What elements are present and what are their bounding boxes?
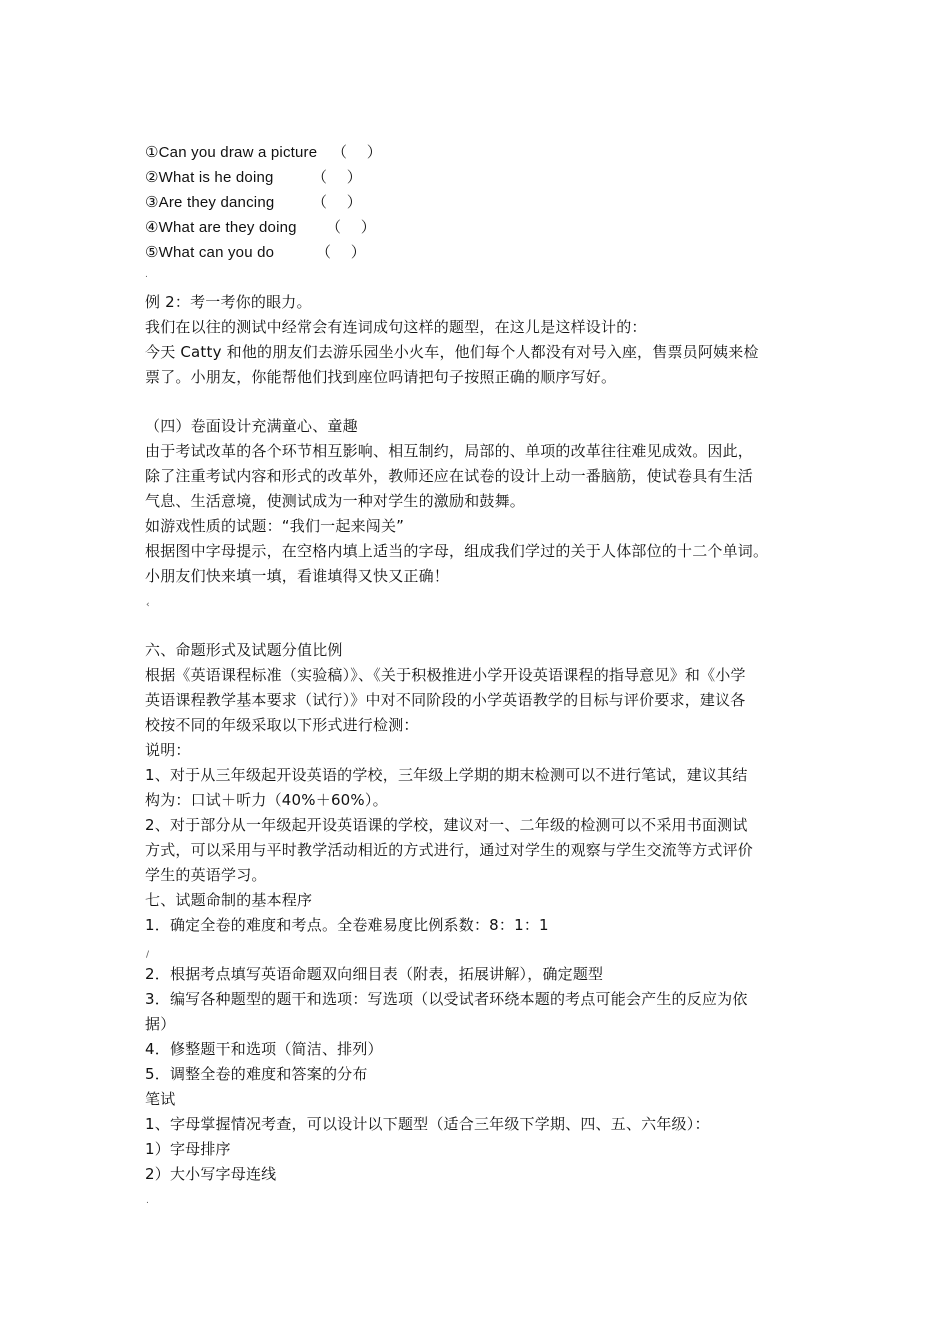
paragraph-line: 方式，可以采用与平时教学活动相近的方式进行，通过对学生的观察与学生交流等方式评价 [145, 841, 754, 859]
question-text: ②What is he doing [145, 169, 274, 186]
paragraph-line: 1、对于从三年级起开设英语的学校，三年级上学期的期末检测可以不进行笔试，建议其结 [145, 766, 748, 784]
question-item [145, 218, 376, 238]
paragraph-line: 我们在以往的测试中经常会有连词成句这样的题型，在这儿是这样设计的： [145, 318, 647, 336]
section-heading: 六、命题形式及试题分值比例 [145, 641, 343, 659]
example-heading: 例 2：考一考你的眼力。 [145, 293, 312, 311]
question-item [145, 243, 366, 263]
paragraph-line: 根据《英语课程标准（实验稿）》、《关于积极推进小学开设英语课程的指导意见》和《小学 [145, 666, 746, 684]
paragraph-line: 如游戏性质的试题：“我们一起来闯关” [145, 517, 405, 535]
paragraph-line: 5．调整全卷的难度和答案的分布 [145, 1065, 368, 1083]
stray-mark: . [146, 1196, 149, 1206]
paragraph-line: 2、对于部分从一年级起开设英语课的学校，建议对一、二年级的检测可以不采用书面测试 [145, 816, 748, 834]
section-heading: （四）卷面设计充满童心、童趣 [145, 417, 358, 435]
question-item [145, 193, 362, 213]
paragraph-line: 今天 Catty 和他的朋友们去游乐园坐小火车，他们每个人都没有对号入座，售票员阿姨来检 [145, 343, 759, 361]
paragraph-line: 学生的英语学习。 [145, 866, 267, 884]
question-text: ①Can you draw a picture [145, 144, 318, 161]
question-text: ③Are they dancing [145, 194, 275, 211]
paragraph-line: 构为：口试＋听力（40%＋60%）。 [145, 791, 388, 809]
question-item [145, 168, 362, 188]
paragraph-line: 根据图中字母提示，在空格内填上适当的字母，组成我们学过的关于人体部位的十二个单词。 [145, 542, 769, 560]
paragraph-line: 据） [145, 1015, 176, 1033]
paragraph-line: 1．确定全卷的难度和考点。全卷难易度比例系数：8：1：1 [145, 916, 549, 934]
paragraph-line: 2．根据考点填写英语命题双向细目表（附表，拓展讲解），确定题型 [145, 965, 604, 983]
list-item: 1）字母排序 [145, 1140, 231, 1158]
list-item: 2）大小写字母连线 [145, 1165, 277, 1183]
section-heading: 笔试 [145, 1090, 176, 1108]
paragraph-line: 1、字母掌握情况考查，可以设计以下题型（适合三年级下学期、四、五、六年级）： [145, 1115, 710, 1133]
paragraph-line: 除了注重考试内容和形式的改革外，教师还应在试卷的设计上动一番脑筋，使试卷具有生活 [145, 467, 754, 485]
paragraph-line: 4．修整题干和选项（简洁、排列） [145, 1040, 383, 1058]
question-item [145, 143, 382, 163]
stray-mark: ‹ [146, 600, 150, 610]
paragraph-line: 英语课程教学基本要求（试行）》中对不同阶段的小学英语教学的目标与评价要求，建议各 [145, 691, 746, 709]
question-text: ⑤What can you do [145, 244, 275, 261]
answer-blank: （ ） [332, 144, 382, 161]
paragraph-line: 校按不同的年级采取以下形式进行检测： [145, 716, 419, 734]
answer-blank: （ ） [312, 169, 362, 186]
paragraph-line: 小朋友们快来填一填，看谁填得又快又正确！ [145, 567, 450, 585]
paragraph-line: 由于考试改革的各个环节相互影响、相互制约，局部的、单项的改革往往难见成效。因此， [145, 442, 754, 460]
paragraph-line: 票了。小朋友，你能帮他们找到座位吗请把句子按照正确的顺序写好。 [145, 368, 617, 386]
paragraph-line: 说明： [145, 741, 191, 759]
section-heading: 七、试题命制的基本程序 [145, 891, 313, 909]
answer-blank: （ ） [326, 219, 376, 236]
question-text: ④What are they doing [145, 219, 297, 236]
paragraph-line: 气息、生活意境，使测试成为一种对学生的激励和鼓舞。 [145, 492, 526, 510]
stray-mark: / [146, 950, 150, 960]
stray-mark: . [145, 270, 148, 280]
answer-blank: （ ） [316, 244, 366, 261]
paragraph-line: 3．编写各种题型的题干和选项：写选项（以受试者环绕本题的考点可能会产生的反应为依 [145, 990, 748, 1008]
answer-blank: （ ） [312, 194, 362, 211]
